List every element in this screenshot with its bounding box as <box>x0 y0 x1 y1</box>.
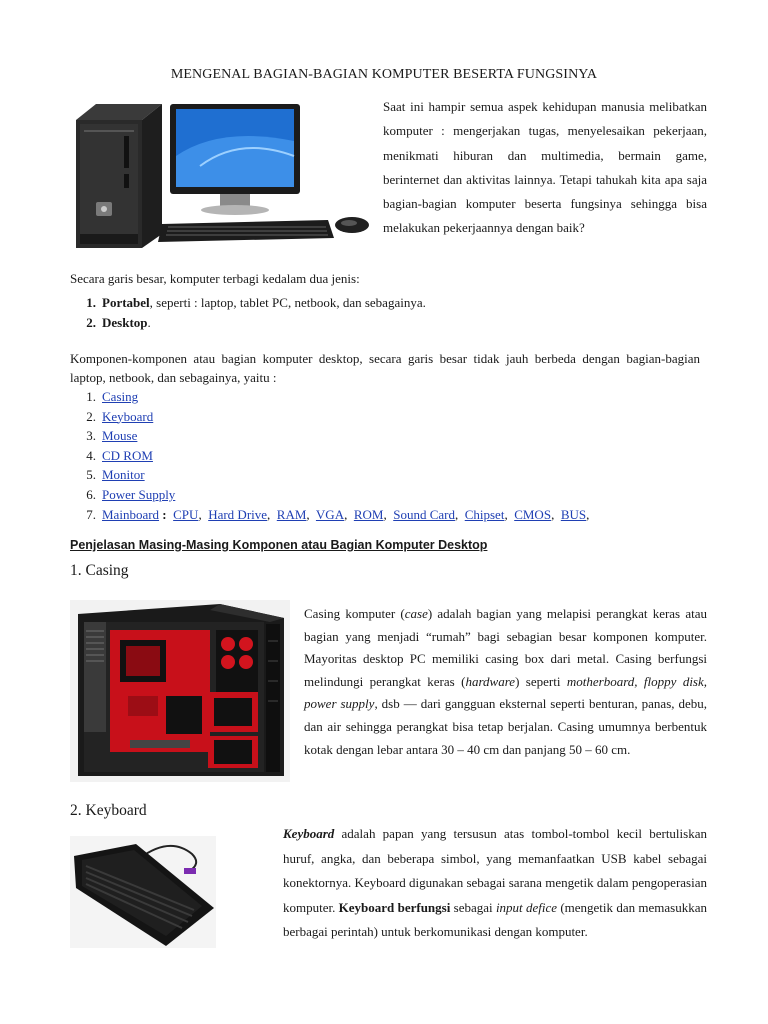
link-mouse[interactable]: Mouse <box>102 428 138 444</box>
link-power-supply[interactable]: Power Supply <box>102 486 176 502</box>
desktop-computer-image <box>70 96 374 254</box>
link-hard-drive[interactable]: Hard Drive <box>208 506 268 522</box>
types-intro: Secara garis besar, komputer terbagi kedalam dua jenis: <box>70 271 360 286</box>
list-item: 4. CD ROM <box>86 447 153 463</box>
link-ram[interactable]: RAM <box>276 506 307 522</box>
link-cpu[interactable]: CPU <box>173 506 199 522</box>
link-sound-card[interactable]: Sound Card <box>393 506 455 522</box>
document-title: MENGENAL BAGIAN-BAGIAN KOMPUTER BESERTA FUNGSINYA <box>170 67 598 82</box>
link-bus[interactable]: BUS <box>560 506 587 522</box>
computer-types-list <box>70 293 426 332</box>
list-item: 6. Power Supply <box>86 486 176 502</box>
section-heading: Penjelasan Masing-Masing Komponen atau Bagian Komputer Desktop <box>70 538 488 552</box>
list-item: 5. Monitor <box>86 467 145 483</box>
list-item: 1. Portabel, seperti : laptop, tablet PC, netbook, dan sebagainya. <box>86 295 426 310</box>
keyboard-description: Keyboard adalah papan yang tersusun atas tombol-tombol kecil bertuliskan huruf, angka, dan beberapa simbol, yang memanfaatkan USB kabel sebagai konektornya. Keyboard digunakan sebagai sarana mengetik dalam pengoperasian komputer. Keyboard berfungsi sebagai input defice (mengetik dan memasukkan berbagai perintah) untuk berkomunikasi dengan komputer. <box>283 826 708 939</box>
keyboard-image <box>70 836 216 948</box>
link-keyboard[interactable]: Keyboard <box>102 408 154 424</box>
link-mainboard[interactable]: Mainboard <box>102 506 160 522</box>
link-cd-rom[interactable]: CD ROM <box>102 447 153 463</box>
components-intro: Komponen-komponen atau bagian komputer desktop, secara garis besar tidak jauh berbeda dengan bagian-bagian laptop, netbook, dan sebagainya, yaitu : <box>70 351 700 385</box>
list-item: 2. Desktop. <box>86 314 151 330</box>
link-chipset[interactable]: Chipset <box>464 506 505 522</box>
casing-heading: 1. Casing <box>70 562 129 579</box>
keyboard-heading: 2. Keyboard <box>70 802 147 819</box>
type-term-desktop: Desktop <box>102 314 148 330</box>
type-term-portabel: Portabel <box>102 295 150 310</box>
casing-description: Casing komputer (case) adalah bagian yang melapisi perangkat keras atau bagian yang menjadi “rumah” bagi sebagian besar komponen komputer. Mayoritas desktop PC memiliki casing box dari metal. Casing berfungsi melindungi perangkat keras (hardware) seperti motherboard, floppy disk, power supply, dsb — dari gangguan eksternal seperti benturan, panas, debu, dan air sehingga perangkat bisa tetap berjalan. Casing umumnya berbentuk kotak dengan lebar antara 30 – 40 cm dan panjang 50 – 60 cm. <box>304 606 708 757</box>
link-casing[interactable]: Casing <box>102 389 139 404</box>
casing-image <box>70 600 290 782</box>
link-vga[interactable]: VGA <box>315 506 345 522</box>
link-rom[interactable]: ROM <box>353 506 384 522</box>
link-cmos[interactable]: CMOS <box>514 506 552 522</box>
link-monitor[interactable]: Monitor <box>102 467 145 483</box>
list-item: 3. Mouse <box>86 428 138 444</box>
components-list <box>70 387 589 524</box>
intro-paragraph: Saat ini hampir semua aspek kehidupan manusia melibatkan komputer : mengerjakan tugas, menyelesaikan pekerjaan, menikmati hiburan dan multimedia, bermain game, berinternet dan aktivitas lainnya. Tetapi tahukah kita apa saja bagian-bagian komputer beserta fungsinya sehingga bisa melakukan pekerjaannya dengan baik? <box>383 99 707 236</box>
list-item: 1. Casing <box>86 389 139 404</box>
list-item: 2. Keyboard <box>86 408 154 424</box>
list-item: 7. Mainboard : CPU, Hard Drive, RAM, VGA, ROM, Sound Card, Chipset, CMOS, BUS, <box>86 506 590 522</box>
